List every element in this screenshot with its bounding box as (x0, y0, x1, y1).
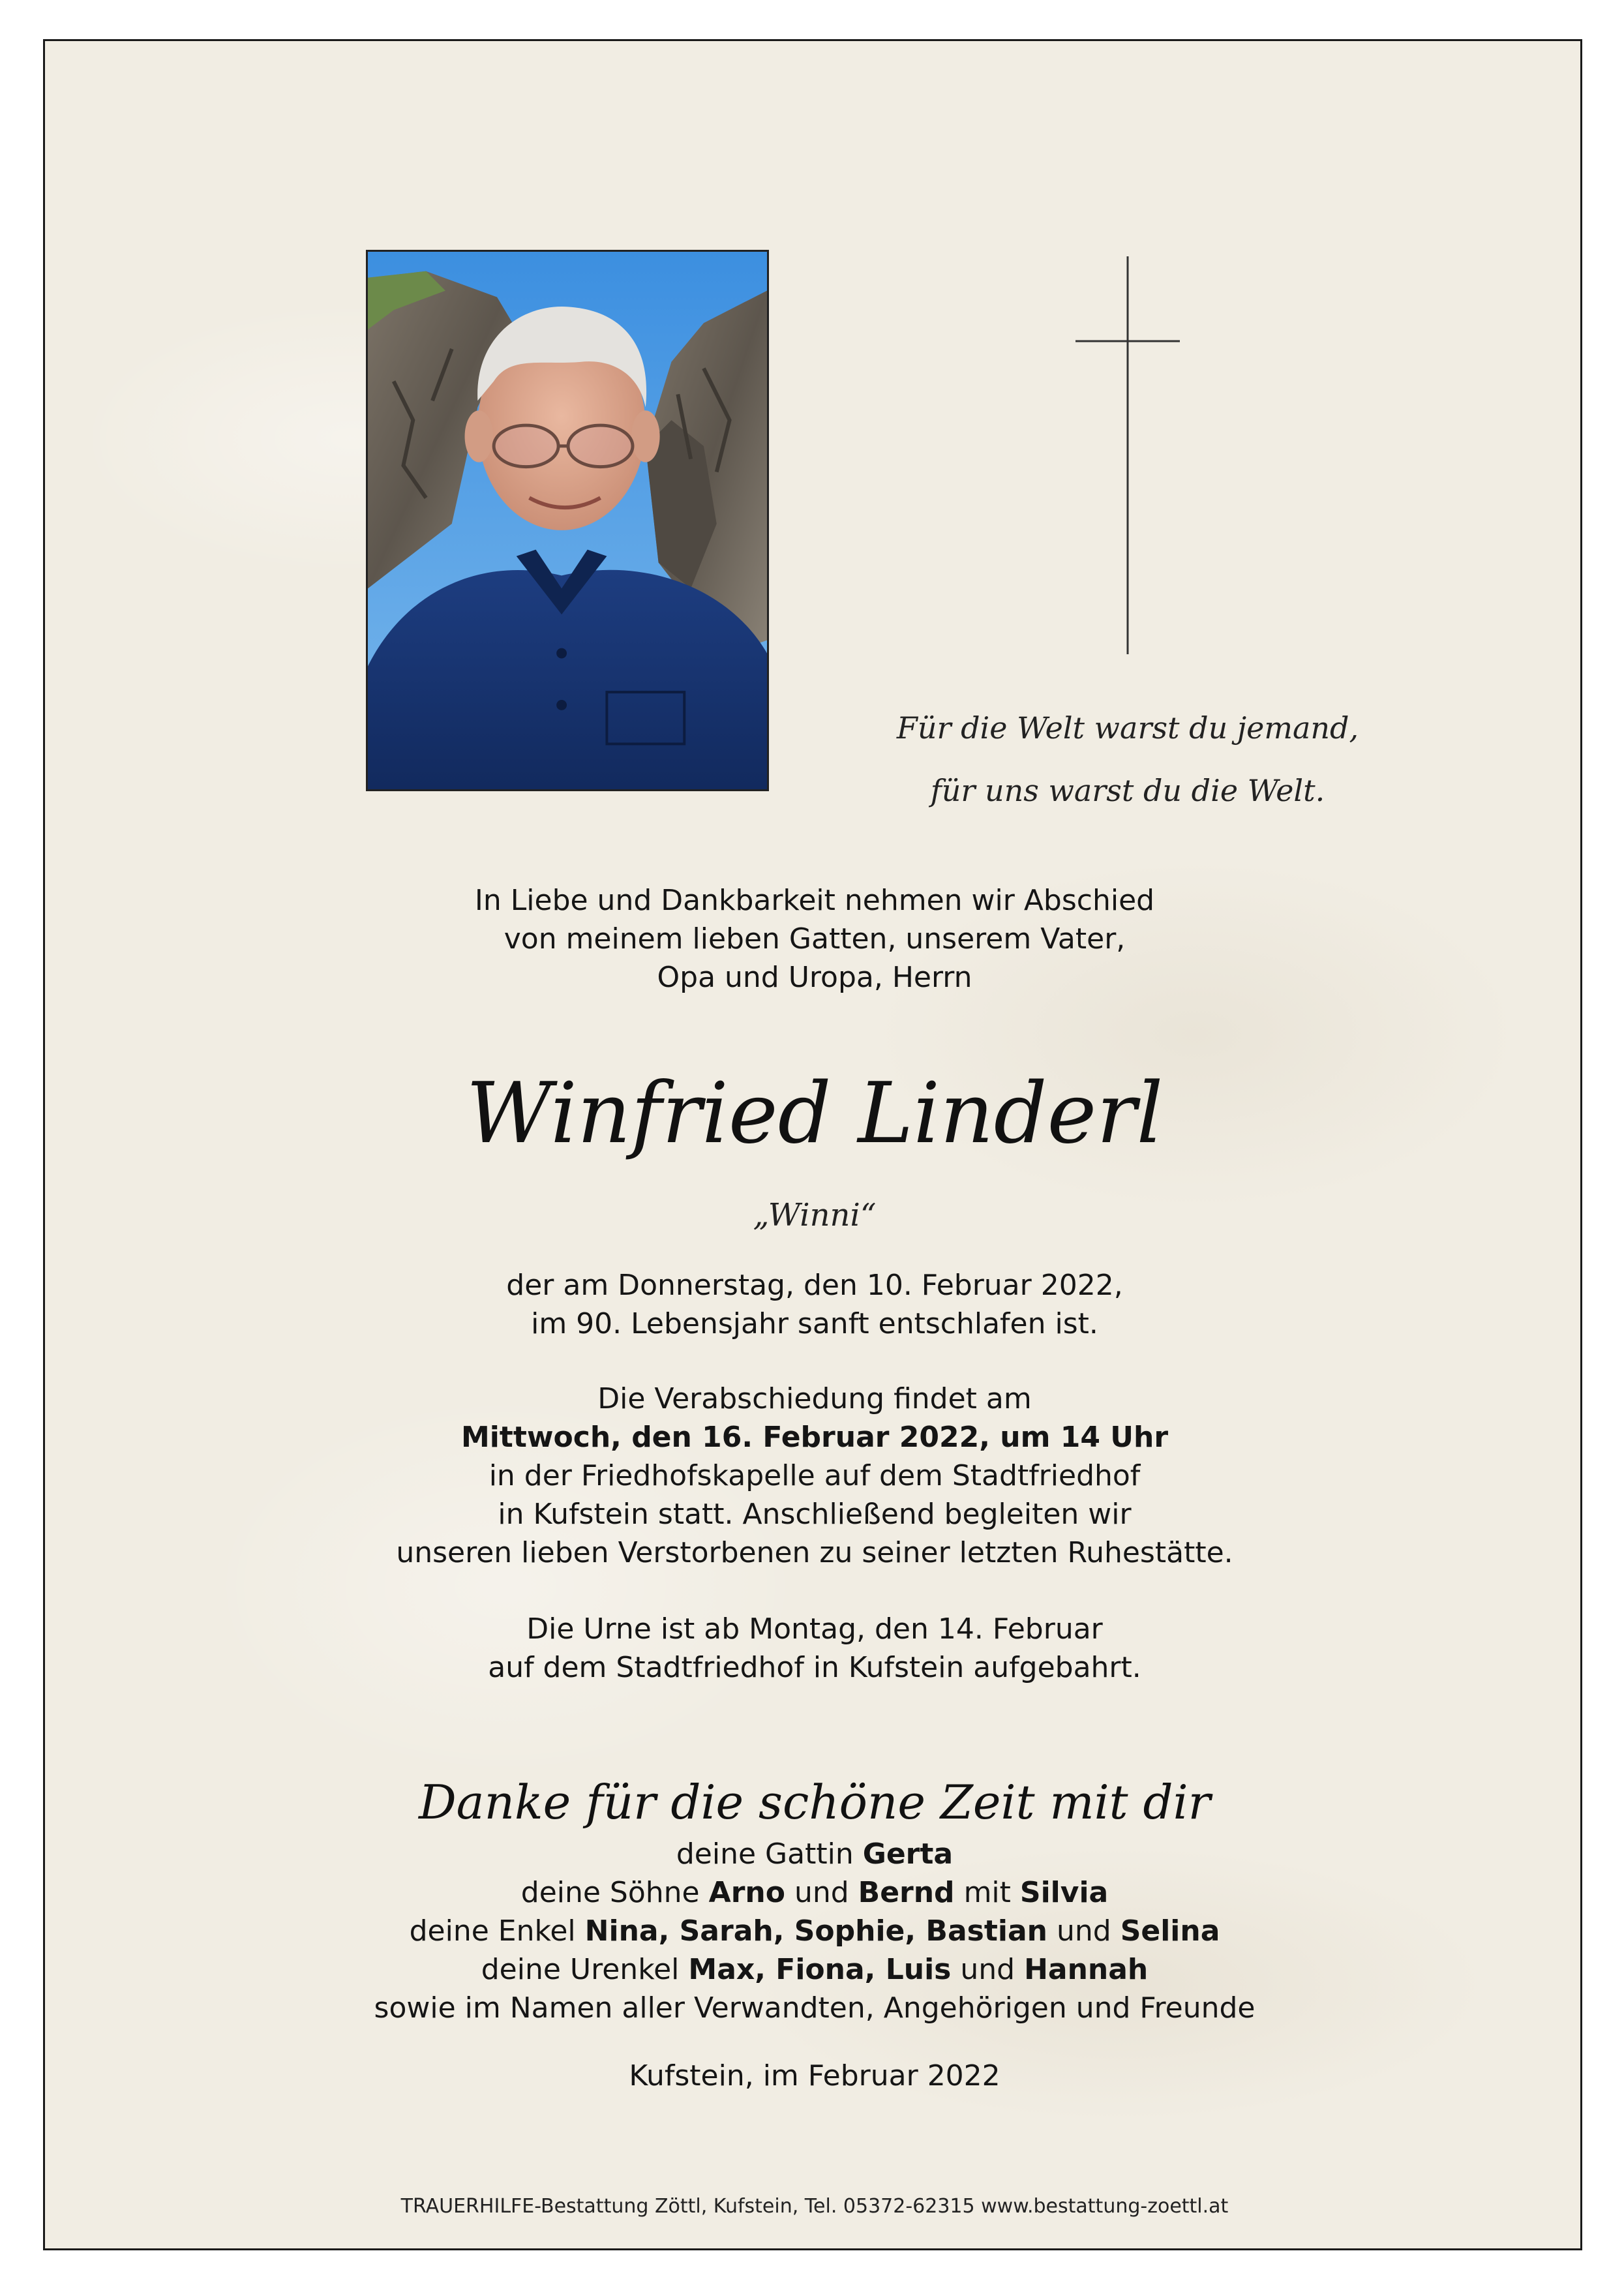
portrait-image (368, 252, 767, 789)
farewell-date: Mittwoch, den 16. Februar 2022, um 14 Uhr (460, 1421, 1169, 1454)
deceased-nickname: „Winni“ (753, 1197, 877, 1233)
death-line: im 90. Lebensjahr sanft entschlafen ist. (531, 1307, 1098, 1340)
place-date: Kufstein, im Februar 2022 (629, 2059, 1000, 2092)
urn-notice (45, 1610, 1584, 1687)
death-notice (45, 1266, 1584, 1343)
intro-line: von meinem lieben Gatten, unserem Vater, (504, 922, 1126, 956)
portrait-photo (366, 250, 769, 791)
farewell-line: unseren lieben Verstorbenen zu seiner letzten Ruhestätte. (396, 1536, 1233, 1569)
urn-line: Die Urne ist ab Montag, den 14. Februar (526, 1612, 1103, 1646)
funeral-home-footer: TRAUERHILFE-Bestattung Zöttl, Kufstein, Tel. 05372-62315 www.bestattung-zoettl.at (400, 2195, 1229, 2218)
motto-line: Für die Welt warst du jemand, (896, 710, 1359, 746)
farewell-details (45, 1380, 1584, 1572)
cross-icon (1075, 256, 1180, 654)
farewell-line: in Kufstein statt. Anschließend begleiten wir (498, 1498, 1132, 1531)
motto-line: für uns warst du die Welt. (930, 773, 1325, 808)
family-sons: deine Söhne Arno und Bernd mit Silvia (520, 1876, 1109, 1909)
farewell-line: Die Verabschiedung findet am (597, 1382, 1032, 1415)
death-line: der am Donnerstag, den 10. Februar 2022, (506, 1269, 1123, 1302)
intro-line: Opa und Uropa, Herrn (657, 961, 972, 994)
intro-text (45, 881, 1584, 997)
family-wife: deine Gattin Gerta (676, 1837, 954, 1871)
family-list (45, 1835, 1584, 2027)
obituary-card (43, 39, 1582, 2250)
family-great-grandchildren: deine Urenkel Max, Fiona, Luis und Hannah (481, 1953, 1149, 1986)
deceased-name: Winfried Linderl (466, 1065, 1164, 1162)
intro-line: In Liebe und Dankbarkeit nehmen wir Abschied (474, 884, 1155, 917)
motto-quote (854, 697, 1402, 822)
thanks-heading: Danke für die schöne Zeit mit dir (418, 1775, 1211, 1830)
family-relatives: sowie im Namen aller Verwandten, Angehörigen und Freunde (374, 1991, 1256, 2025)
farewell-line: in der Friedhofskapelle auf dem Stadtfriedhof (489, 1459, 1141, 1492)
family-grandchildren: deine Enkel Nina, Sarah, Sophie, Bastian und Selina (409, 1914, 1220, 1948)
urn-line: auf dem Stadtfriedhof in Kufstein aufgebahrt. (488, 1651, 1141, 1684)
